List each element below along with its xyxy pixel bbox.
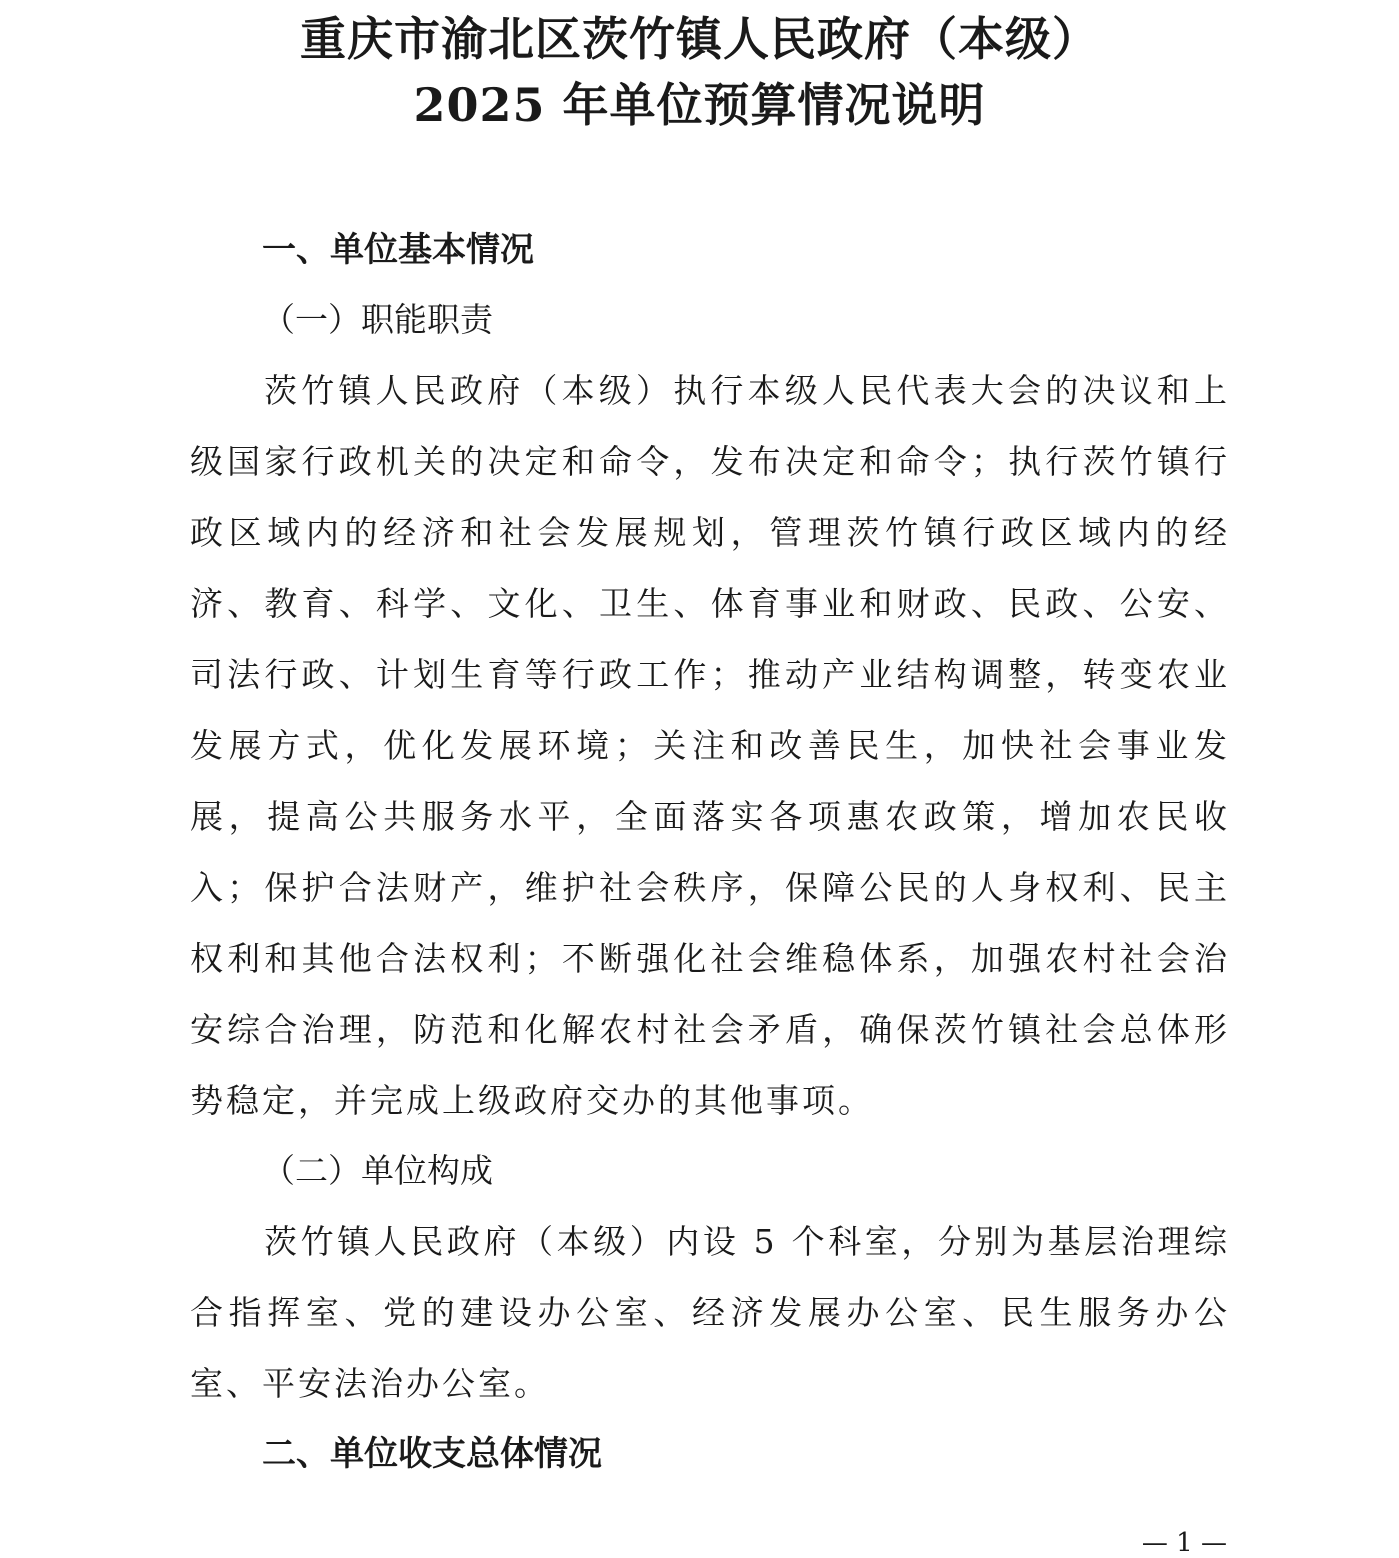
title-line-2: 2025 年单位预算情况说明 xyxy=(413,78,986,132)
subsection-heading-composition: （二）单位构成 xyxy=(262,1151,493,1190)
document-title xyxy=(0,6,1399,138)
paragraph-composition: 茨竹镇人民政府（本级）内设 5 个科室，分别为基层治理综合指挥室、党的建设办公室、经济发展办公室、民生服务办公室、平安法治办公室。 xyxy=(190,1222,1230,1403)
document-body xyxy=(190,215,1230,1489)
section-heading-budget-overview: 二、单位收支总体情况 xyxy=(262,1434,602,1474)
paragraph-functions: 茨竹镇人民政府（本级）执行本级人民代表大会的决议和上级国家行政机关的决定和命令，发布决定和命令；执行茨竹镇行政区域内的经济和社会发展规划，管理茨竹镇行政区域内的经济、教育、科学、文化、卫生、体育事业和财政、民政、公安、司法行政、计划生育等行政工作；推动产业结构调整，转变农业发展方式，优化发展环境；关注和改善民生，加快社会事业发展，提高公共服务水平，全面落实各项惠农政策，增加农民收入；保护合法财产，维护社会秩序，保障公民的人身权利、民主权利和其他合法权利；不断强化社会维稳体系，加强农村社会治安综合治理，防范和化解农村社会矛盾，确保茨竹镇社会总体形势稳定，并完成上级政府交办的其他事项。 xyxy=(190,371,1230,1120)
section-heading-basic-info: 一、单位基本情况 xyxy=(262,230,534,270)
title-line-1: 重庆市渝北区茨竹镇人民政府（本级） xyxy=(300,12,1099,66)
page-number: — 1 — xyxy=(1141,1528,1227,1558)
subsection-heading-functions: （一）职能职责 xyxy=(262,300,493,339)
